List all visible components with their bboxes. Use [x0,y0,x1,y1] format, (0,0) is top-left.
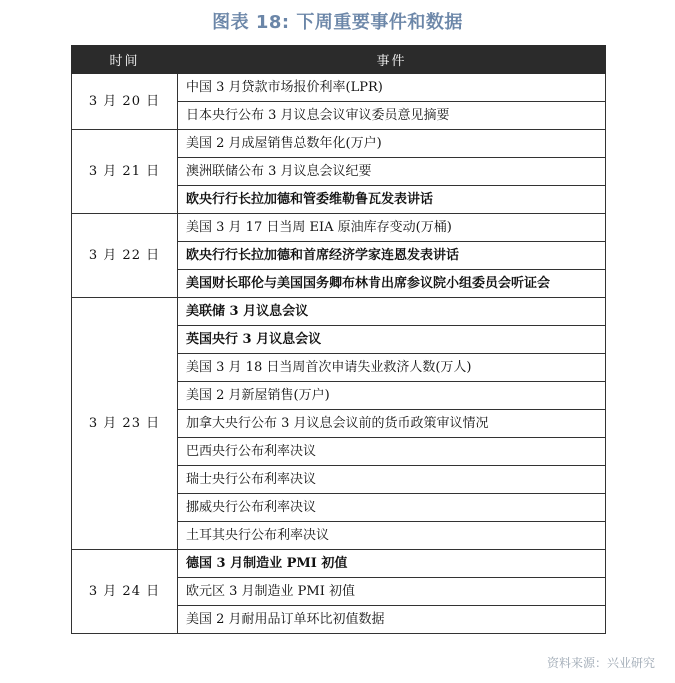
event-cell: 土耳其央行公布利率决议 [178,522,606,550]
event-cell: 英国央行 3 月议息会议 [178,326,606,354]
date-cell: 3 月 23 日 [72,298,178,550]
event-cell: 欧元区 3 月制造业 PMI 初值 [178,578,606,606]
table-row [72,550,606,578]
table-header-row [72,46,606,74]
event-cell: 美国 2 月成屋销售总数年化(万户) [178,130,606,158]
event-cell: 美联储 3 月议息会议 [178,298,606,326]
event-cell: 美国 3 月 17 日当周 EIA 原油库存变动(万桶) [178,214,606,242]
source-note: 资料来源：兴业研究 [546,656,655,670]
table-row [72,130,606,158]
event-cell: 美国财长耶伦与美国国务卿布林肯出席参议院小组委员会听证会 [178,270,606,298]
event-cell: 挪威央行公布利率决议 [178,494,606,522]
event-cell: 澳洲联储公布 3 月议息会议纪要 [178,158,606,186]
event-cell: 欧央行行长拉加德和首席经济学家连恩发表讲话 [178,242,606,270]
header-time: 时间 [72,46,178,74]
event-cell: 美国 3 月 18 日当周首次申请失业救济人数(万人) [178,354,606,382]
table-row [72,298,606,326]
figure-title: 图表 18: 下周重要事件和数据 [212,12,463,33]
header-event: 事件 [178,46,606,74]
event-cell: 瑞士央行公布利率决议 [178,466,606,494]
date-cell: 3 月 22 日 [72,214,178,298]
table-row [72,214,606,242]
event-cell: 德国 3 月制造业 PMI 初值 [178,550,606,578]
table-body [72,74,606,634]
event-cell: 欧央行行长拉加德和管委维勒鲁瓦发表讲话 [178,186,606,214]
date-cell: 3 月 24 日 [72,550,178,634]
event-cell: 加拿大央行公布 3 月议息会议前的货币政策审议情况 [178,410,606,438]
event-cell: 美国 2 月耐用品订单环比初值数据 [178,606,606,634]
table-row [72,74,606,102]
events-table [71,45,606,634]
event-cell: 美国 2 月新屋销售(万户) [178,382,606,410]
date-cell: 3 月 20 日 [72,74,178,130]
date-cell: 3 月 21 日 [72,130,178,214]
event-cell: 巴西央行公布利率决议 [178,438,606,466]
event-cell: 日本央行公布 3 月议息会议审议委员意见摘要 [178,102,606,130]
event-cell: 中国 3 月贷款市场报价利率(LPR) [178,74,606,102]
